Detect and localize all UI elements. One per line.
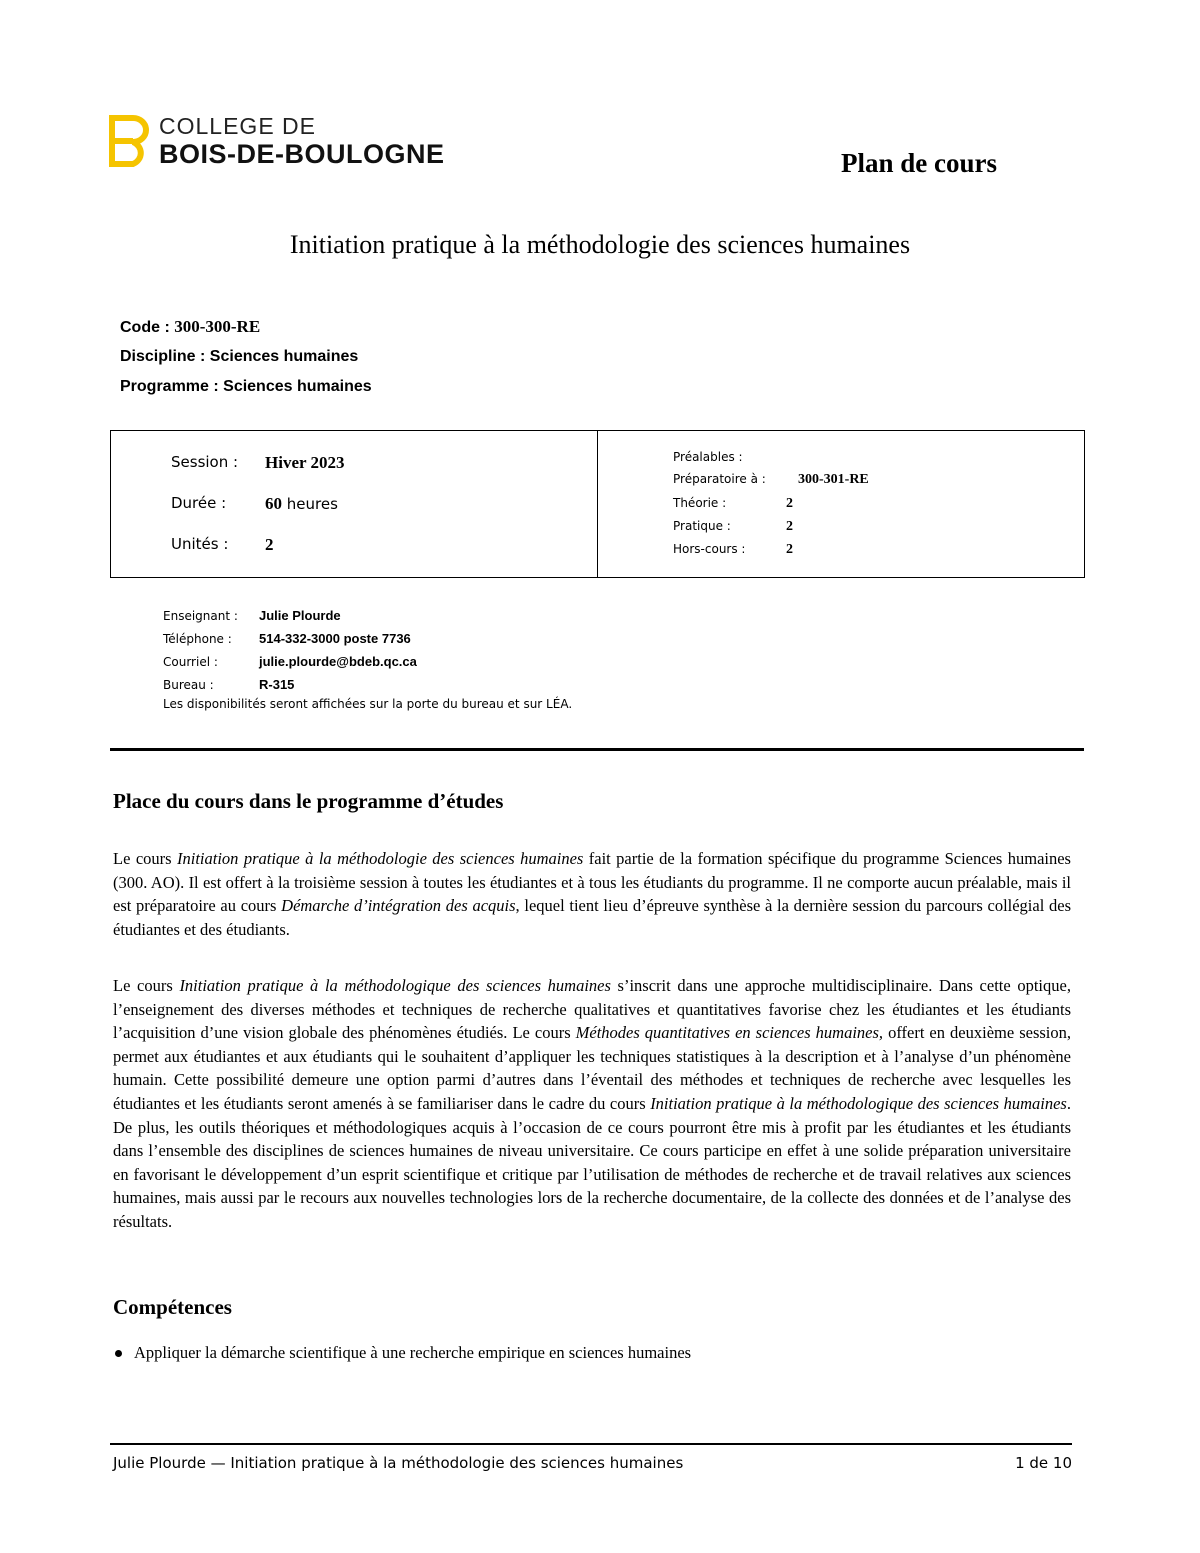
duree-number: 60: [265, 494, 282, 513]
pratique-row: [673, 519, 793, 535]
course-title: Initiation pratique à la méthodologie des sciences humaines: [289, 230, 911, 259]
p2-course-ref: Méthodes quantitatives en sciences humaines,: [575, 1023, 884, 1043]
competence-text: Appliquer la démarche scientifique à une recherche empirique en sciences humaines: [134, 1343, 692, 1362]
horscours-label: Hors-cours :: [673, 542, 746, 556]
preparatoire-row: [673, 472, 869, 488]
programme-value: Sciences humaines: [223, 378, 372, 395]
telephone-value: 514-332-3000 poste 7736: [259, 631, 411, 646]
footer-left: Julie Plourde — Initiation pratique à la méthodologie des sciences humaines: [113, 1454, 684, 1472]
section-heading-competences: Compétences: [113, 1295, 232, 1319]
enseignant-row: [163, 604, 572, 627]
duree-unit: heures: [282, 495, 338, 513]
duree-value: [265, 494, 338, 514]
discipline-value: Sciences humaines: [209, 348, 359, 365]
enseignant-label: Enseignant :: [163, 608, 238, 623]
college-logo-text: [159, 112, 445, 169]
duree-row: [171, 494, 338, 514]
code-value: 300-300-RE: [174, 317, 261, 336]
footer-rule: [110, 1443, 1072, 1445]
document-type-title: Plan de cours: [840, 148, 997, 178]
theorie-row: [673, 496, 793, 512]
courriel-label: Courriel :: [163, 654, 218, 669]
preparatoire-value: 300-301-RE: [798, 472, 869, 487]
list-item: [113, 1343, 691, 1363]
p1-course-ref: Démarche d’intégration des acquis: [281, 896, 516, 916]
availability-note: Les disponibilités seront affichées sur la porte du bureau et sur LÉA.: [163, 697, 573, 711]
duree-label: Durée :: [171, 494, 227, 512]
college-logo: [109, 112, 445, 169]
p2-course-title: Initiation pratique à la méthodologique des sciences humaines: [179, 976, 611, 995]
p2-course-title-2: Initiation pratique à la méthodologique des sciences humaines: [650, 1093, 1067, 1113]
bureau-row: [163, 673, 572, 696]
session-value: Hiver 2023: [265, 453, 345, 472]
prealables-row: [673, 450, 786, 464]
bureau-label: Bureau :: [163, 677, 214, 692]
competences-list: [113, 1343, 691, 1363]
section-divider: [110, 748, 1084, 751]
session-label: Session :: [171, 453, 239, 471]
section-heading-place: Place du cours dans le programme d’études: [113, 789, 504, 813]
bureau-value: R-315: [259, 677, 295, 692]
horscours-value: 2: [786, 542, 793, 557]
courriel-link[interactable]: julie.plourde@bdeb.qc.ca: [259, 654, 417, 669]
meta-code: [120, 316, 372, 346]
pratique-label: Pratique :: [673, 519, 731, 533]
telephone-row: [163, 627, 572, 650]
p2-text-a: Le cours: [113, 976, 180, 995]
p1-text-e: , lequel tient lieu d’épreuve synthèse à la dernière session du parcours collégial des étudiantes et des étudiants.: [113, 896, 1071, 939]
course-info-box: [110, 430, 1085, 578]
info-box-left: [111, 431, 598, 577]
p2-text-c: s’inscrit dans une approche multidisciplinaire. Dans cette optique, l’enseignement des diverses méthodes et techniques de recherche qualitatives et quantitatives favorise chez les étudiantes et les étudiants l’acquisition d’une vision globale des phénomènes étudiés. Le cours: [113, 976, 1071, 1043]
p1-course-title: Initiation pratique à la méthodologie des sciences humaines: [176, 849, 584, 868]
course-meta: [120, 316, 372, 406]
theorie-value: 2: [786, 496, 793, 511]
code-label: Code :: [120, 319, 175, 336]
p1-text-c: fait partie de la formation spécifique du programme Sciences humaines (300. AO). Il est offert à la troisième session à toutes les étudiantes et à tous les étudiants du programme. Il ne comporte aucun préalable, mais il est préparatoire au cours: [113, 849, 1071, 916]
telephone-label: Téléphone :: [163, 631, 232, 646]
unites-row: [171, 535, 274, 555]
horscours-row: [673, 542, 793, 558]
logo-line2: BOIS-DE-BOULOGNE: [159, 138, 445, 169]
pratique-value: 2: [786, 519, 793, 534]
p2-text-g: . De plus, les outils théoriques et méthodologiques acquis à l’occasion de ce cours pourront être mis à profit par les étudiantes et les étudiants dans l’ensemble des disciplines de sciences humaines de niveau universitaire. Ce cours participe en effet à une solide préparation universitaire en favorisant le développement d’un esprit scientifique et critique par l’utilisation de méthodes de recherche et de travail relatives aux sciences humaines, mais aussi par le recours aux nouvelles technologies lors de la recherche documentaire, de la collecte des données et de l’analyse des résultats.: [113, 1093, 1071, 1231]
paragraph-1: [113, 847, 1071, 941]
page-number: 1 de 10: [1015, 1454, 1072, 1472]
programme-label: Programme :: [120, 378, 224, 395]
unites-label: Unités :: [171, 535, 229, 553]
preparatoire-label: Préparatoire à :: [673, 472, 766, 486]
college-logo-mark-icon: [109, 115, 149, 167]
paragraph-2: [113, 974, 1071, 1234]
p2-text-e: offert en deuxième session, permet aux étudiantes et aux étudiants qui le souhaitent d’appliquer les techniques statistiques à la description et à l’analyse d’un phénomène humain. Cette possibilité demeure une option parmi d’autres dans l’éventail des méthodes et techniques de recherche avec lesquelles les étudiantes et les étudiants seront amenés à se familiariser dans le cadre du cours: [113, 1023, 1071, 1113]
theorie-label: Théorie :: [673, 496, 727, 510]
session-row: [171, 453, 344, 473]
page-footer: [113, 1454, 1072, 1472]
teacher-contact: [163, 604, 572, 711]
logo-line1: COLLEGE DE: [159, 112, 316, 139]
courriel-row: [163, 650, 572, 673]
meta-programme: [120, 376, 372, 406]
p1-text-a: Le cours: [113, 849, 177, 868]
prealables-label: Préalables :: [673, 450, 743, 464]
discipline-label: Discipline :: [120, 348, 210, 365]
meta-discipline: [120, 346, 372, 376]
bullet-icon: [115, 1350, 122, 1357]
info-box-right: [598, 431, 1084, 577]
enseignant-value: Julie Plourde: [259, 608, 341, 623]
unites-value: 2: [265, 535, 274, 554]
